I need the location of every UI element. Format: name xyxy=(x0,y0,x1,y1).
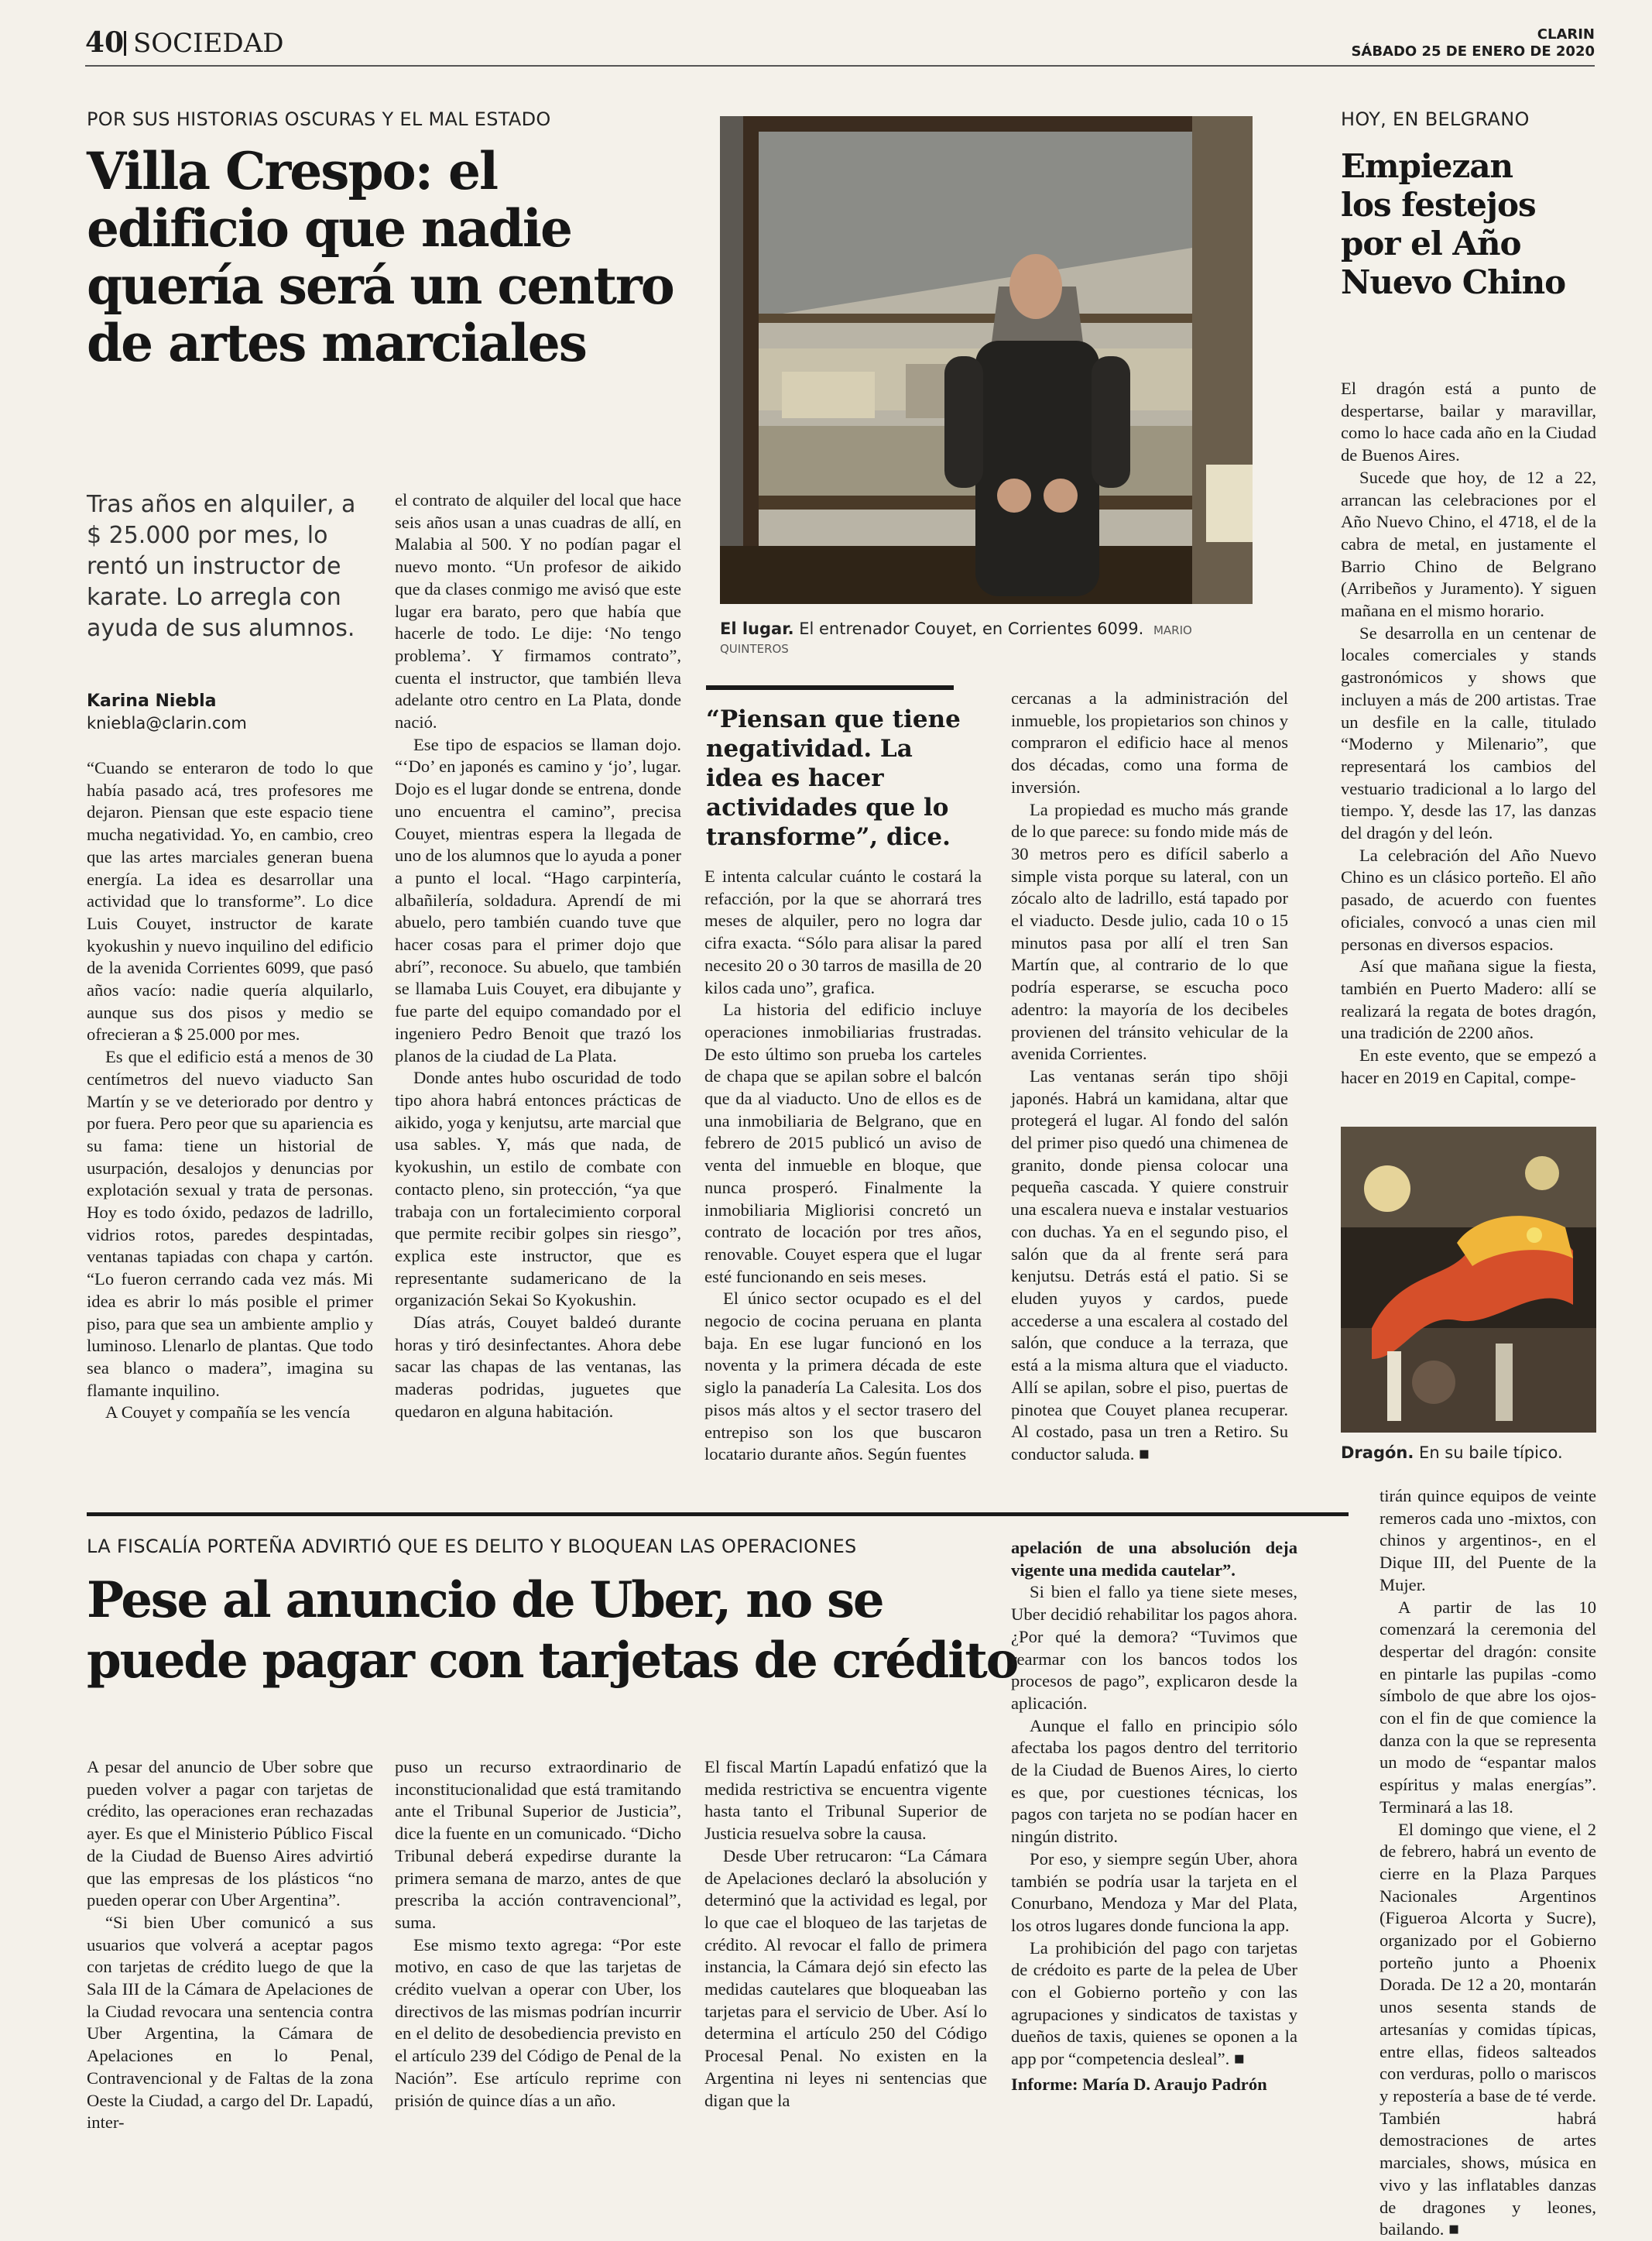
story2-photo xyxy=(1341,1127,1596,1433)
pull-quote-rule xyxy=(706,685,954,690)
header-rule xyxy=(85,65,1595,67)
story3-col2-p2: Ese mismo texto agrega: “Por este motivo, en caso de que las tarjetas de crédito vuelvan a operar con Uber, los directivos de las mismas podrían incurrir en el delito de desobediencia previsto en el artículo 239 del Código de Penal de la Nación”. Ese artículo reprime con prisión de quince días a un año. xyxy=(395,1934,681,2110)
header-divider xyxy=(124,31,126,56)
story1-photo-caption xyxy=(720,619,1254,657)
story3-column-3 xyxy=(704,1756,987,2112)
story2-caption-lead: Dragón. xyxy=(1341,1443,1414,1462)
story3-col4-p5: La prohibición del pago con tarjetas de crédoito es parte de la pelea de Uber con el Gobierno porteño y con las agrupaciones y sindicatos de taxistas y dueños de taxis, quienes se oponen a la app por “competencia desleal”. ■ xyxy=(1011,1937,1297,2069)
story3-col3-p2: Desde Uber retrucaron: “La Cámara de Apelaciones declaró la absolución y determinó que la actividad es legal, por lo que cae el bloqueo de las tarjetas de crédito. Al revocar el fallo de primera instancia, la Cámara dejó sin efecto las medidas cautelares que bloqueaban las tarjetas para el servicio de Uber. Así lo determina el artículo 250 del Código Procesal Penal. No existen en la Argentina ni leyes ni sentencias que digan que la xyxy=(704,1845,987,2110)
story1-photo-credit: MARIO QUINTEROS xyxy=(720,623,1192,656)
page-number: 40 xyxy=(85,26,125,59)
story2-column-top xyxy=(1341,378,1596,1090)
story2-column-bottom xyxy=(1380,1485,1596,2241)
story2-p4: La celebración del Año Nuevo Chino es un clásico porteño. El año pasado, de acuerdo con fuentes oficiales, convocó a unas cien mil personas en diversos espacios. xyxy=(1341,845,1596,954)
story1-col2-p1: el contrato de alquiler del local que hace seis años usan a unas cuadras de allí, en Malabia al 500. Y no podían pagar el nuevo monto. “Un profesor de aikido que da clases conmigo me avisó que este lugar era barato, pero que había que hacerle de todo. Le dije: ‘No tengo problema’. Y firmamos contrato”, cuenta el instructor, que también lleva adelante otro centro en La Plata, donde nació. xyxy=(395,490,681,733)
story3-col4-p2: Si bien el fallo ya tiene siete meses, Uber decidió rehabilitar los pagos ahora. ¿Por qué la demora? “Tuvimos que rearmar con los bancos todos los procesos de pago”, explicaron desde la aplicación. xyxy=(1011,1582,1297,1713)
story2-kicker: HOY, EN BELGRANO xyxy=(1341,108,1530,130)
story1-col1-p3: A Couyet y compañía se les vencía xyxy=(105,1402,351,1423)
story1-col4-p3: Las ventanas serán tipo shōji japonés. Habrá un kamidana, altar que protegerá el lugar. Al fondo del salón del primer piso quedó una chimenea de granito, donde piensa colocar una pequeña cascada. Y quiere construir una escalera nueva e instalar vestuarios con duchas. Ya en el segundo piso, el salón que da al frente será para kenjutsu. Detrás está el patio. Si se eluden yuyos y cardos, puede accederse a una escalera al costado del salón, que conduce a la terraza, que está a la misma altura que el viaducto. Allí se apilan, sobre el piso, puertas de pinotea que Couyet planea recuperar. Al costado, pasa un tren a Retiro. Su conductor saluda. ■ xyxy=(1011,1066,1288,1464)
story3-headline-line2: puede pagar con tarjetas de crédito xyxy=(87,1632,1018,1690)
story3-col4-p3: Aunque el fallo en principio sólo afectaba los pagos dentro del territorio de la Ciudad de Buenos Aires, lo cierto es que, por cuestiones técnicas, los pagos con tarjeta no se podían hacer en ningún distrito. xyxy=(1011,1715,1297,1847)
story1-col4-p1: cercanas a la administración del inmueble, los propietarios son chinos y compraron el edificio hace al menos dos décadas, como una forma de inversión. xyxy=(1011,688,1288,797)
story1-column-2 xyxy=(395,489,681,1423)
story1-column-4 xyxy=(1011,688,1288,1466)
story1-col1-p2: Es que el edificio está a menos de 30 centímetros del nuevo viaducto San Martín y se ve deteriorado por dentro y por fuera. Pero peor que su apariencia es su fama: tiene un historial de usurpación, desalojos y denuncias por explotación sexual y trata de personas. Hoy es todo óxido, pedazos de ladrillo, vidrios rotos, paredes despintadas, ventanas tapiadas con chapa y cartón. “Lo fueron cerrando cada vez más. Mi idea es abrir lo más posible el primer piso, para que sea un ambiente amplio y luminoso. Llenarlo de plantas. Que todo sea blanco o madera”, imagina su flamante inquilino. xyxy=(87,1047,373,1400)
story3-credit: Informe: María D. Araujo Padrón xyxy=(1011,2074,1267,2094)
story1-col2-p3: Donde antes hubo oscuridad de todo tipo ahora habrá entonces prácticas de aikido, yoga y kenjutsu, arte marcial que usa sables. Y, más que nada, de kyokushin, un estilo de combate con contacto pleno, sin protección, “ya que trabaja con un fortalecimiento corporal que permite recibir golpes sin riesgo”, explica este instructor, que es representante sudamericano de la organización Sekai So Kyokushin. xyxy=(395,1068,681,1310)
story1-caption-lead: El lugar. xyxy=(720,619,794,638)
story2-p6: En este evento, que se empezó a hacer en 2019 en Capital, compe- xyxy=(1341,1045,1596,1087)
story2-p9: El domingo que viene, el 2 de febrero, habrá un evento de cierre en la Plaza Parques Nacionales Argentinos (Figueroa Alcorta y Sucre), organizado por el Gobierno porteño junto a Phoenix Dorada. De 12 a 20, montarán unos sesenta stands de artesanías y comidas típicas, entre ellas, fideos salteados con verduras, pollo o mariscos y repostería a base de té verde. También habrá demostraciones de artes marciales, shows, música en vivo y las inflatables danzas de dragones y leones, bailando. ■ xyxy=(1380,1819,1596,2239)
story3-top-rule xyxy=(87,1512,1349,1516)
story2-caption-text: En su baile típico. xyxy=(1419,1443,1563,1462)
story3-column-4 xyxy=(1011,1537,1297,2096)
story2-p8: A partir de las 10 comenzará la ceremonia del despertar del dragón: consite en pintarle las pupilas -como símbolo de que abre los ojos- con el fin de que comience la danza con la que se representa un modo de “espantar malos espíritus y malas energías”. Terminará a las 18. xyxy=(1380,1597,1596,1817)
section-name: SOCIEDAD xyxy=(133,28,284,59)
story3-col4-p4: Por eso, y siempre según Uber, ahora también se podría usar la tarjeta en el Conurbano, Mendoza y Mar del Plata, los otros lugares donde funciona la app. xyxy=(1011,1848,1297,1935)
story1-column-3 xyxy=(704,866,982,1466)
story1-col2-p2: Ese tipo de espacios se llaman dojo. “‘Do’ en japonés es camino y ‘jo’, lugar. Dojo es el lugar donde se entrena, donde uno encuentra el camino”, precisa Couyet, mientras espera la llegada de uno de los alumnos que lo ayuda a poner a punto el local. “Hago carpintería, albañilería, soldadura. Aprendí de mi abuelo, pero también cuando tuve que hacer cosas para el primer dojo que abrí”, reconoce. Su abuelo, que también se llamaba Luis Couyet, era dibujante y fue parte del equipo comandado por el ingeniero Pedro Benoit que trazó los planos de la ciudad de La Plata. xyxy=(395,734,681,1066)
story1-kicker: POR SUS HISTORIAS OSCURAS Y EL MAL ESTADO xyxy=(87,108,551,130)
story1-headline: Villa Crespo: el edificio que nadie quería será un centro de artes marciales xyxy=(87,141,673,373)
story3-kicker: LA FISCALÍA PORTEÑA ADVIRTIÓ QUE ES DELITO Y BLOQUEAN LAS OPERACIONES xyxy=(87,1536,857,1557)
story2-p5: Así que mañana sigue la fiesta, también en Puerto Madero: allí se realizará la regata de botes dragón, una tradición de 2200 años. xyxy=(1341,956,1596,1043)
story3-col2-p1: puso un recurso extraordinario de inconstitucionalidad que está tramitando ante el Tribunal Superior de Justicia”, dice la fuente en un comunicado. “Dicho Tribunal deberá expedirse durante la primera semana de marzo, antes de que prescriba la acción contravencional”, suma. xyxy=(395,1757,681,1932)
story1-col4-p2: La propiedad es mucho más grande de lo que parece: su fondo mide más de 30 metros pero es difícil saberlo a simple vista porque su lateral, con un zócalo alto de ladrillo, está tapado por el viaducto. Desde julio, cada 10 o 15 minutos pasa por allí el tren San Martín que, al contrario de lo que podría esperarse, se escucha poco adentro: la mayoría de los decibeles provienen del tránsito vehicular de la avenida Corrientes. xyxy=(1011,799,1288,1064)
newspaper-name: CLARIN xyxy=(1537,26,1595,43)
story2-p7: tirán quince equipos de veinte remeros cada uno -mixtos, con chinos y argentinos-, en el Dique III, del Puente de la Mujer. xyxy=(1380,1486,1596,1594)
story3-col3-p1: El fiscal Martín Lapadú enfatizó que la medida restrictiva se encuentra vigente hasta tanto el Tribunal Superior de Justicia resuelva sobre la causa. xyxy=(704,1757,987,1844)
story1-col3-p3: El único sector ocupado es el del negocio de cocina peruana en planta baja. En ese lugar funcionó en los noventa y la primera década de este siglo la panadería La Calesita. Los dos pisos más altos y el sector trasero del entrepiso son los que buscaron locatario durante años. Según fuentes xyxy=(704,1289,982,1464)
story2-p1: El dragón está a punto de despertarse, bailar y maravillar, como lo hace cada año en la Ciudad de Buenos Aires. xyxy=(1341,379,1596,465)
story2-p3: Se desarrolla en un centenar de locales comerciales y stands gastronómicos y shows que incluyen a más de 200 artistas. Trae un desfile en la calle, titulado “Moderno y Milenario”, que representará los cambios del vestuario tradicional a lo largo del tiempo. Y, desde las 17, las danzas del dragón y del león. xyxy=(1341,623,1596,843)
story1-col2-p4: Días atrás, Couyet baldeó durante horas y tiró desinfectantes. Ahora debe sacar las chapas de las ventanas, las maderas podridas, juguetes que quedaron en alguna habitación. xyxy=(395,1313,681,1421)
story2-photo-caption xyxy=(1341,1443,1596,1462)
story2-p2: Sucede que hoy, de 12 a 22, arrancan las celebraciones por el Año Nuevo Chino, el 4718, el de la cabra de metal, en justamente el Barrio Chino de Belgrano (Arribeños y Juramento). Y siguen mañana en el mismo horario. xyxy=(1341,467,1596,621)
story1-col1-p1: “Cuando se enteraron de todo lo que había pasado acá, tres profesores me dejaron. Piensan que este espacio tiene mucha negatividad. Yo, en cambio, creo que las artes marciales generan buena energía. La idea es desarrollar una actividad que lo transforme”. Lo dice Luis Couyet, instructor de karate kyokushin y nuevo inquilino del edificio de la avenida Corrientes 6099, que pasó años vacío: nadie quería alquilarlo, aunque sus dos pisos y medio se ofrecieran a $ 25.000 por mes. xyxy=(87,758,373,1045)
story1-photo xyxy=(720,116,1253,604)
story1-author: Karina Niebla xyxy=(87,692,217,711)
story3-headline-line1: Pese al anuncio de Uber, no se xyxy=(87,1571,883,1629)
story3-col1-p1: A pesar del anuncio de Uber sobre que pueden volver a pagar con tarjetas de crédito, las operaciones eran rechazadas ayer. Es que el Ministerio Público Fiscal de la Ciudad de Buenso Aires advirtió que las empresas de los plásticos “no pueden operar con Uber Argentina”. xyxy=(87,1757,373,1910)
story1-col3-p2: La historia del edificio incluye operaciones inmobiliarias frustradas. De esto último son prueba los carteles de chapa que se apilan sobre el balcón que da al viaducto. Uno de ellos es de una inmobiliaria de Belgrano, que en febrero de 2015 publicó un aviso de venta del inmueble en bloque, que nunca prosperó. Finalmente la inmobiliaria Migliorisi concretó un contrato de locación por tres años, renovable. Couyet espera que el lugar esté funcionando en seis meses. xyxy=(704,1000,982,1286)
story2-headline: Empiezan los festejos por el Año Nuevo Chino xyxy=(1341,147,1566,301)
story3-column-1 xyxy=(87,1756,373,2134)
story1-deck: Tras años en alquiler, a $ 25.000 por mes, lo rentó un instructor de karate. Lo arregla con ayuda de sus alumnos. xyxy=(87,491,356,642)
issue-date: SÁBADO 25 DE ENERO DE 2020 xyxy=(1351,43,1595,60)
story3-col1-p2: “Si bien Uber comunicó a sus usuarios que volverá a aceptar pagos con tarjetas de crédito luego de que la Sala III de la Cámara de Apelaciones de la Ciudad revocara una sentencia contra Uber Argentina, la Cámara de Apelaciones en lo Penal, Contravencional y de Faltas de la zona Oeste la Ciudad, a cargo del Dr. Lapadú, inter- xyxy=(87,1912,373,2133)
story1-col3-p1: E intenta calcular cuánto le costará la refacción, por la que se ahorrará tres meses de alquiler, pero no logra dar cifra exacta. “Sólo para alisar la pared necesito 20 o 30 tarros de masilla de 20 kilos cada uno”, grafica. xyxy=(704,867,982,997)
story1-email: kniebla@clarin.com xyxy=(87,714,247,733)
page-header xyxy=(85,26,1595,65)
story3-col4-p1: apelación de una absolución deja vigente una medida cautelar”. xyxy=(1011,1538,1297,1580)
story3-column-2 xyxy=(395,1756,681,2112)
story1-caption-text: El entrenador Couyet, en Corrientes 6099. xyxy=(799,619,1144,638)
story1-pull-quote: “Piensan que tiene negatividad. La idea es hacer actividades que lo transforme”, dice. xyxy=(706,705,961,851)
story1-column-1 xyxy=(87,757,373,1424)
